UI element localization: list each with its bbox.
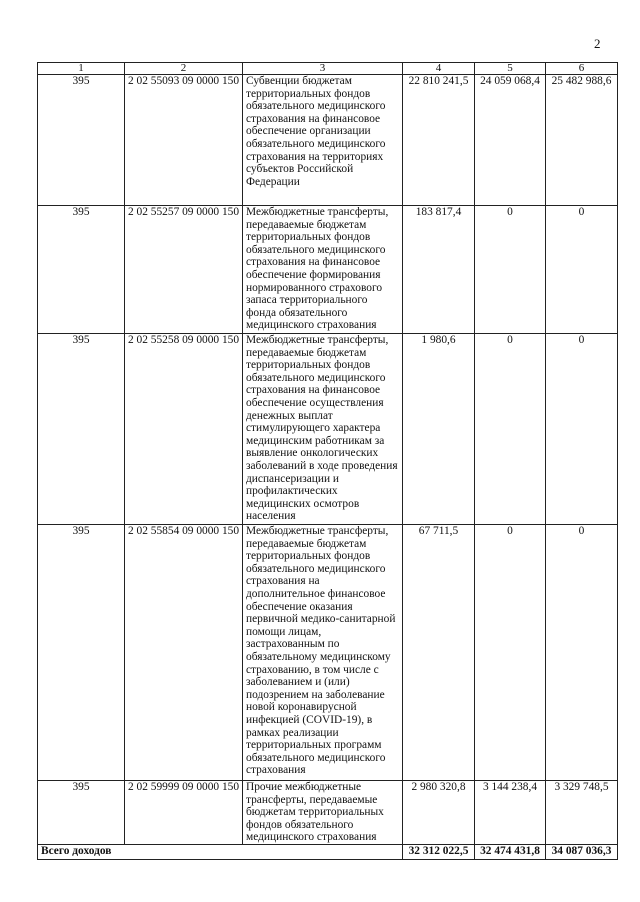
page-number: 2 <box>594 36 601 51</box>
amount-year2-cell: 0 <box>475 334 546 525</box>
amount-year3-cell: 3 329 748,5 <box>546 781 618 845</box>
table-row <box>38 781 618 845</box>
amount-year1-cell: 22 810 241,5 <box>403 75 475 206</box>
amount-year3-cell: 0 <box>546 525 618 781</box>
amount-year3-cell: 25 482 988,6 <box>546 75 618 206</box>
admin-code-cell: 395 <box>38 75 125 206</box>
admin-code-cell: 395 <box>38 206 125 334</box>
amount-year2-cell: 0 <box>475 525 546 781</box>
column-number: 3 <box>243 63 403 75</box>
revenue-name-cell: Субвенции бюджетам территориальных фондов обязательного медицинского страхования на финансовое обеспечение организации обязательного медицинского страхования на территориях субъектов Российской Федерации <box>243 75 403 206</box>
amount-year1-cell: 1 980,6 <box>403 334 475 525</box>
kbk-code-cell: 2 02 55093 09 0000 150 <box>125 75 243 206</box>
admin-code-cell: 395 <box>38 781 125 845</box>
total-year2-cell: 32 474 431,8 <box>475 845 546 860</box>
column-number: 4 <box>403 63 475 75</box>
table-row <box>38 75 618 206</box>
amount-year1-cell: 67 711,5 <box>403 525 475 781</box>
kbk-code-cell: 2 02 55258 09 0000 150 <box>125 334 243 525</box>
amount-year1-cell: 183 817,4 <box>403 206 475 334</box>
revenue-name-cell: Прочие межбюджетные трансферты, передаваемые бюджетам территориальных фондов обязательного медицинского страхования <box>243 781 403 845</box>
amount-year2-cell: 0 <box>475 206 546 334</box>
total-year1-cell: 32 312 022,5 <box>403 845 475 860</box>
revenue-name-cell: Межбюджетные трансферты, передаваемые бюджетам территориальных фондов обязательного медицинского страхования на финансовое обеспечение осуществления денежных выплат стимулирующего характера медицинским работникам за выявление онкологических заболеваний в ходе проведения диспансеризации и профилактических медицинских осмотров населения <box>243 334 403 525</box>
revenue-table <box>37 62 618 860</box>
total-label: Всего доходов <box>38 845 403 860</box>
kbk-code-cell: 2 02 55257 09 0000 150 <box>125 206 243 334</box>
amount-year3-cell: 0 <box>546 334 618 525</box>
column-number: 6 <box>546 63 618 75</box>
column-number: 1 <box>38 63 125 75</box>
amount-year3-cell: 0 <box>546 206 618 334</box>
table-row <box>38 206 618 334</box>
column-numbers-row <box>38 63 618 75</box>
revenue-name-cell: Межбюджетные трансферты, передаваемые бюджетам территориальных фондов обязательного медицинского страхования на финансовое обеспечение формирования нормированного страхового запаса территориального фонда обязательного медицинского страхования <box>243 206 403 334</box>
total-year3-cell: 34 087 036,3 <box>546 845 618 860</box>
amount-year2-cell: 3 144 238,4 <box>475 781 546 845</box>
revenue-name-cell: Межбюджетные трансферты, передаваемые бюджетам территориальных фондов обязательного медицинского страхования на дополнительное финансовое обеспечение оказания первичной медико-санитарной помощи лицам, застрахованным по обязательному медицинскому страхованию, в том числе с заболеванием и (или) подозрением на заболевание новой коронавирусной инфекцией (COVID-19), в рамках реализации территориальных программ обязательного медицинского страхования <box>243 525 403 781</box>
total-row <box>38 845 618 860</box>
admin-code-cell: 395 <box>38 525 125 781</box>
column-number: 5 <box>475 63 546 75</box>
column-number: 2 <box>125 63 243 75</box>
table-row <box>38 334 618 525</box>
admin-code-cell: 395 <box>38 334 125 525</box>
kbk-code-cell: 2 02 59999 09 0000 150 <box>125 781 243 845</box>
kbk-code-cell: 2 02 55854 09 0000 150 <box>125 525 243 781</box>
table-row <box>38 525 618 781</box>
amount-year2-cell: 24 059 068,4 <box>475 75 546 206</box>
amount-year1-cell: 2 980 320,8 <box>403 781 475 845</box>
